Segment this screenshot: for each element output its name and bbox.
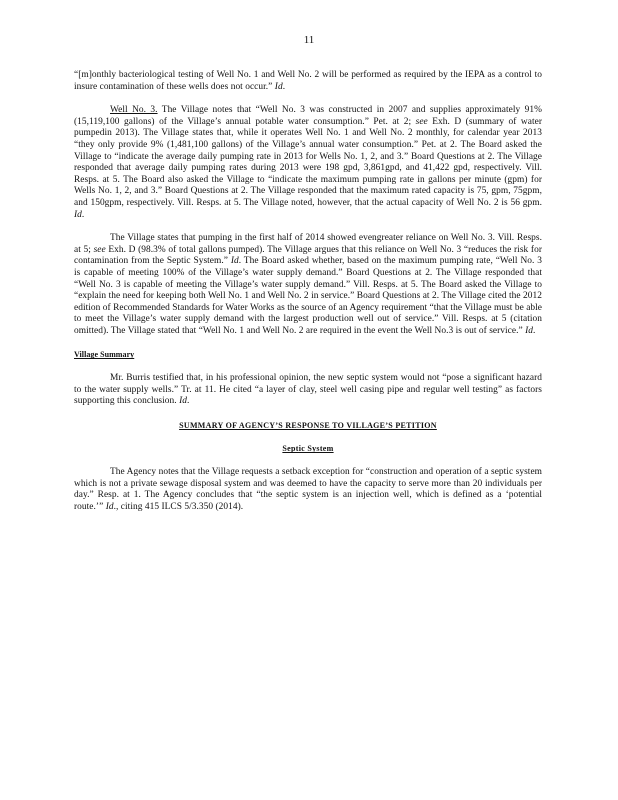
citation-id: Id bbox=[230, 256, 239, 267]
paragraph-burris-testimony: Mr. Burris testified that, in his professional opinion, the new septic system would not “pose a significant hazard to the water supply wells.” Tr. at 11. He cited “a layer of clay, steel well casing pipe and regular well testing” as factors supporting this conclusion. Id. bbox=[74, 373, 542, 407]
citation-id: Id bbox=[105, 501, 114, 512]
paragraph-agency-notes: The Agency notes that the Village requests a setback exception for “construction and operation of a septic system which is not a private sewage disposal system and was deemed to have the capacity to serve more than 20 individuals per day.” Resp. at 1. The Agency concludes that “the septic system is an injection well, which is defined as a ‘potential route.’” Id., citing 415 ILCS 5/3.350 (2014). bbox=[74, 467, 542, 512]
document-body bbox=[74, 70, 542, 525]
citation-id: Id bbox=[274, 81, 283, 92]
paragraph-monthly-testing: “[m]onthly bacteriological testing of Well No. 1 and Well No. 2 will be performed as required by the IEPA as a control to insure contamination of these wells does not occur.” Id. bbox=[74, 70, 542, 92]
heading-agency-response: SUMMARY OF AGENCY’S RESPONSE TO VILLAGE’S PETITION bbox=[179, 420, 437, 430]
citation-id: Id bbox=[525, 325, 534, 336]
paragraph-lead-well-no-3: Well No. 3. bbox=[110, 105, 158, 116]
signal-see: see bbox=[93, 244, 106, 255]
signal-see: see bbox=[415, 116, 428, 127]
heading-septic-system: Septic System bbox=[282, 444, 334, 454]
paragraph-well-no-3: Well No. 3. The Village notes that “Well No. 3 was constructed in 2007 and supplies approximately 91% (15,119,100 gallons) of the Village’s annual potable water consumption.” Pet. at 2; see Exh. D (summary of water pumpedin 2013). The Village states that, while it operates Well No. 1 and Well No. 2 monthly, for calendar year 2013 “they only provide 9% (1,481,100 gallons) of the Village’s annual water consumption.” Pet. at 2. The Board asked the Village to “indicate the average daily pumping rate in 2013 for Wells No. 1, 2, and 3.” Board Questions at 2. The Village responded that average daily pumping rates during 2013 were 198 gpd, 3,861gpd, and 41,422 gpd, respectively. Vill. Resps. at 5. The Board also asked the Village to “indicate the maximum pumping rate in gallons per minute (gpm) for Wells No. 1, 2, and 3.” Board Questions at 2. The Village responded that the maximum rated capacity is 75, gpm, 75gpm, and 150gpm, respectively. Vill. Resps. at 5. The Village noted, however, that the actual capacity of Well No. 2 is 56 gpm. Id. bbox=[74, 105, 543, 220]
citation-id: Id bbox=[179, 396, 187, 407]
paragraph-pumping-2014: The Village states that pumping in the first half of 2014 showed evengreater reliance on Well No. 3. Vill. Resps. at 5; see Exh. D (98.3% of total gallons pumped). The Village argues that this reliance on Well No. 3 “reduces the risk for contamination from the Septic System.” Id. The Board asked whether, based on the maximum pumping rate, “Well No. 3 is capable of meeting 100% of the Village’s water supply demand.” Board Questions at 2. The Village responded that “Well No. 3 is capable of meeting the Village’s water supply demand.” Vill. Resps. at 5. The Board asked the Village to “explain the need for keeping both Well No. 1 and Well No. 2 in service.” Board Questions at 2. The Village cited the 2012 edition of Recommended Standards for Water Works as the source of an Agency requirement “that the Village must be able to meet the Village’s water supply demand with the largest production well out of service.” Vill. Resps. at 5 (citation omitted). The Village stated that “Well No. 1 and Well No. 2 are required in the event the Well No.3 is out of service.” Id. bbox=[74, 233, 543, 336]
page-number: 11 bbox=[303, 34, 315, 46]
citation-id: Id bbox=[74, 209, 82, 220]
heading-village-summary: Village Summary bbox=[74, 350, 135, 360]
paragraph-text: “[m]onthly bacteriological testing of Well No. 1 and Well No. 2 will be performed as required by the IEPA as a control to insure contamination of these wells does not occur.” bbox=[74, 70, 542, 92]
